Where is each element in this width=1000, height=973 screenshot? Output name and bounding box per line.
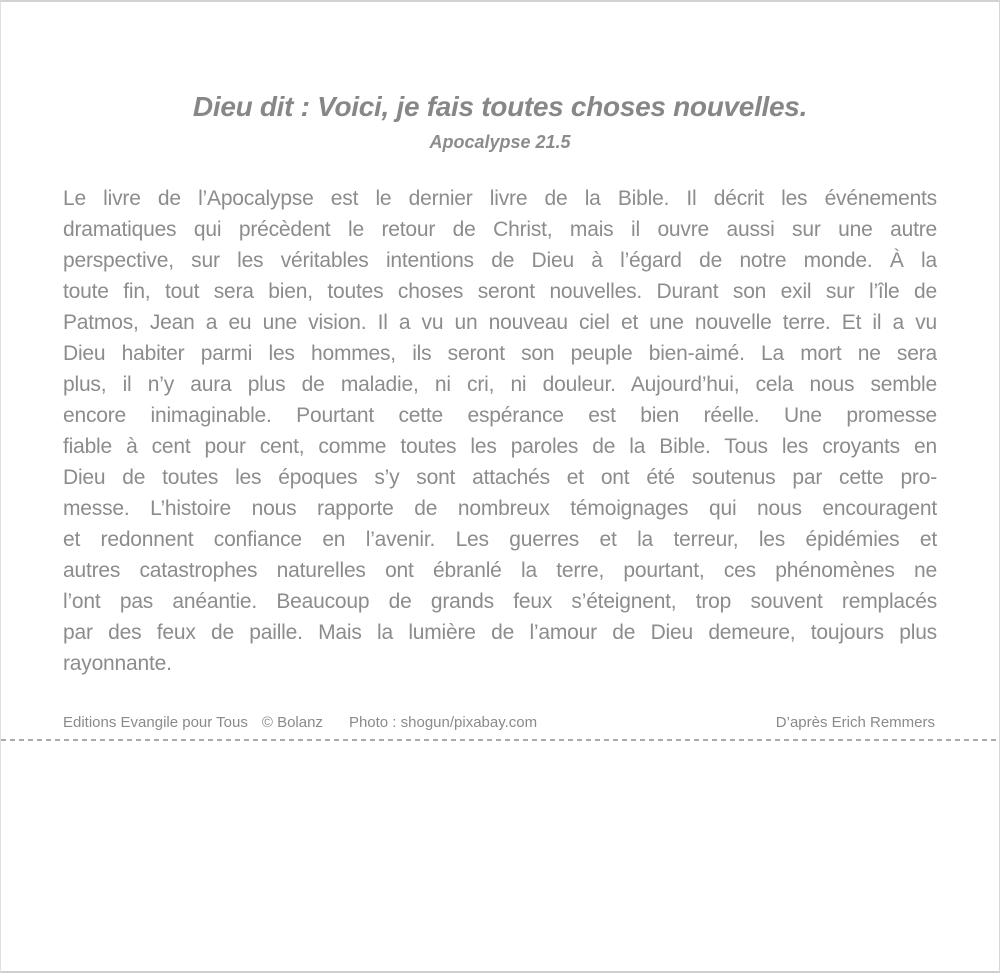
dashed-divider <box>1 739 999 741</box>
copyright-label: © Bolanz <box>261 714 323 731</box>
attribution-label: D’après Erich Remmers <box>775 714 935 731</box>
photo-credit-label: Photo : shogun/pixabay.com <box>348 714 538 731</box>
body-line: par des feux de paille. Mais la lumière de l’amour de Dieu demeure, toujours plus <box>63 621 937 644</box>
body-line: Dieu habiter parmi les hommes, ils seront son peuple bien-aimé. La mort ne sera <box>63 342 937 365</box>
body-line: l’ont pas anéantie. Beaucoup de grands feux s’éteignent, trop souvent remplacés <box>63 590 937 613</box>
body-line: rayonnante. <box>63 652 172 675</box>
body-text <box>63 183 937 679</box>
body-line: fiable à cent pour cent, comme toutes les paroles de la Bible. Tous les croyants en <box>63 435 937 458</box>
body-line: plus, il n’y aura plus de maladie, ni cri, ni douleur. Aujourd’hui, cela nous semble <box>63 373 937 396</box>
body-line: dramatiques qui précèdent le retour de Christ, mais il ouvre aussi sur une autre <box>63 218 937 241</box>
body-line: perspective, sur les véritables intentions de Dieu à l’égard de notre monde. À la <box>63 249 937 272</box>
page-title: Dieu dit : Voici, je fais toutes choses nouvelles. <box>192 91 808 122</box>
body-line: encore inimaginable. Pourtant cette espérance est bien réelle. Une promesse <box>63 404 937 427</box>
body-line: et redonnent confiance en l’avenir. Les guerres et la terreur, les épidémies et <box>63 528 937 551</box>
page-subtitle: Apocalypse 21.5 <box>429 132 571 152</box>
body-line: autres catastrophes naturelles ont ébranlé la terre, pourtant, ces phénomènes ne <box>63 559 937 582</box>
body-line: Le livre de l’Apocalypse est le dernier livre de la Bible. Il décrit les événements <box>63 187 937 210</box>
body-line: Dieu de toutes les époques s’y sont attachés et ont été soutenus par cette pro- <box>63 466 937 489</box>
body-line: toute fin, tout sera bien, toutes choses seront nouvelles. Durant son exil sur l’île de <box>63 280 937 303</box>
footer-credits <box>63 714 537 731</box>
publisher-label: Editions Evangile pour Tous <box>63 714 248 731</box>
footer <box>63 714 935 731</box>
body-line: Patmos, Jean a eu une vision. Il a vu un nouveau ciel et une nouvelle terre. Et il a vu <box>63 311 937 334</box>
body-line: messe. L’histoire nous rapporte de nombreux témoignages qui nous encouragent <box>63 497 937 520</box>
